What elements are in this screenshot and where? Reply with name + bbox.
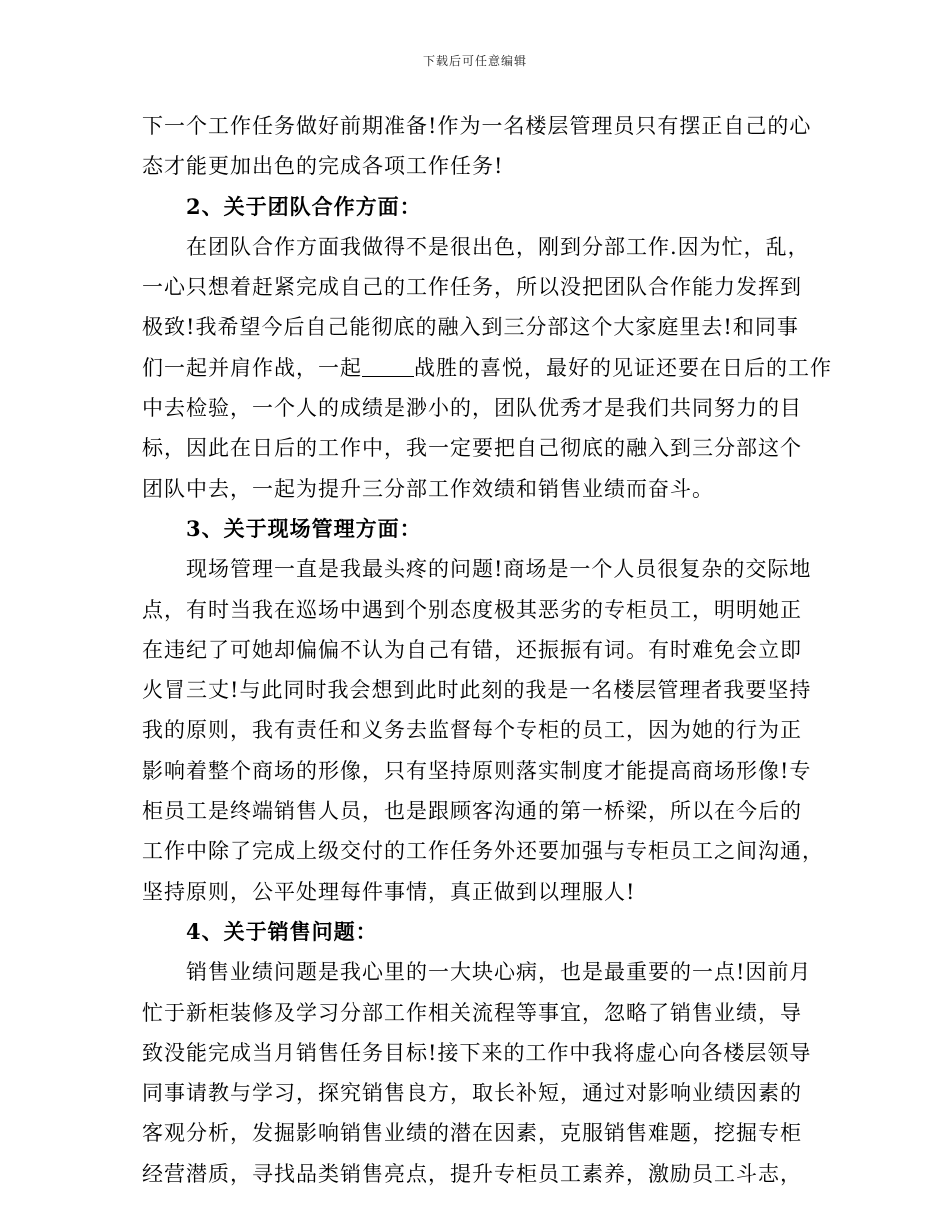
paragraph-line: 极致!我希望今后自己能彻底的融入到三分部这个大家庭里去!和同事 xyxy=(142,315,799,340)
paragraph-line: 团队中去，一起为提升三分部工作效绩和销售业绩而奋斗。 xyxy=(142,476,714,501)
paragraph-line: 同事请教与学习，探究销售良方，取长补短，通过对影响业绩因素的 xyxy=(142,1081,802,1106)
paragraph-line: 中去检验，一个人的成绩是渺小的，团队优秀才是我们共同努力的目 xyxy=(142,396,802,421)
paragraph-line: 坚持原则，公平处理每件事情，真正做到以理服人! xyxy=(142,879,636,904)
paragraph-line: 在团队合作方面我做得不是很出色，刚到分部工作.因为忙，乱， xyxy=(186,234,810,259)
line-segment: 战胜的喜悦，最好的见证还要在日后的工作 xyxy=(414,355,832,380)
paragraph-line: 影响着整个商场的形像，只有坚持原则落实制度才能提高商场形像!专 xyxy=(142,758,812,783)
section-heading-site-management: 3、关于现场管理方面： xyxy=(186,515,422,541)
paragraph-line: 工作中除了完成上级交付的工作任务外还要加强与专柜员工之间沟通， xyxy=(142,839,824,864)
paragraph-line: 标，因此在日后的工作中，我一定要把自己彻底的融入到三分部这个 xyxy=(142,436,802,461)
paragraph-line: 致没能完成当月销售任务目标!接下来的工作中我将虚心向各楼层领导 xyxy=(142,1040,812,1065)
paragraph-line: 火冒三丈!与此同时我会想到此时此刻的我是一名楼层管理者我要坚持 xyxy=(142,678,812,703)
section-heading-sales: 4、关于销售问题： xyxy=(186,918,378,944)
page-header: 下载后可任意编辑 xyxy=(422,54,527,68)
paragraph-line: 客观分析，发掘影响销售业绩的潜在因素，克服销售难题，挖掘专柜 xyxy=(142,1121,802,1146)
paragraph-line: 柜员工是终端销售人员，也是跟顾客沟通的第一桥梁，所以在今后的 xyxy=(142,799,802,824)
paragraph-line: 下一个工作任务做好前期准备!作为一名楼层管理员只有摆正自己的心 xyxy=(142,114,812,138)
paragraph-line: 经营潜质，寻找品类销售亮点，提升专柜员工素养，激励员工斗志， xyxy=(142,1161,802,1186)
paragraph-line: 现场管理一直是我最头疼的问题!商场是一个人员很复杂的交际地 xyxy=(186,557,812,582)
paragraph-line: 点，有时当我在巡场中遇到个别态度极其恶劣的专柜员工，明明她正 xyxy=(142,597,802,622)
paragraph-line: 忙于新柜装修及学习分部工作相关流程等事宜，忽略了销售业绩，导 xyxy=(142,1000,802,1025)
paragraph-line: 态才能更加出色的完成各项工作任务! xyxy=(142,154,504,179)
paragraph-line xyxy=(142,348,832,388)
paragraph-line: 我的原则，我有责任和义务去监督每个专柜的员工，因为她的行为正 xyxy=(142,718,802,743)
section-heading-team: 2、关于团队合作方面： xyxy=(186,193,422,219)
paragraph-line: 销售业绩问题是我心里的一大块心病，也是最重要的一点!因前月 xyxy=(186,960,812,985)
line-segment: 们一起并肩作战，一起 xyxy=(142,355,362,380)
document-body xyxy=(142,106,832,1194)
fill-in-blank xyxy=(362,350,414,377)
paragraph-line: 一心只想着赶紧完成自己的工作任务，所以没把团队合作能力发挥到 xyxy=(142,275,802,300)
paragraph-line: 在违纪了可她却偏偏不认为自己有错，还振振有词。有时难免会立即 xyxy=(142,637,802,662)
